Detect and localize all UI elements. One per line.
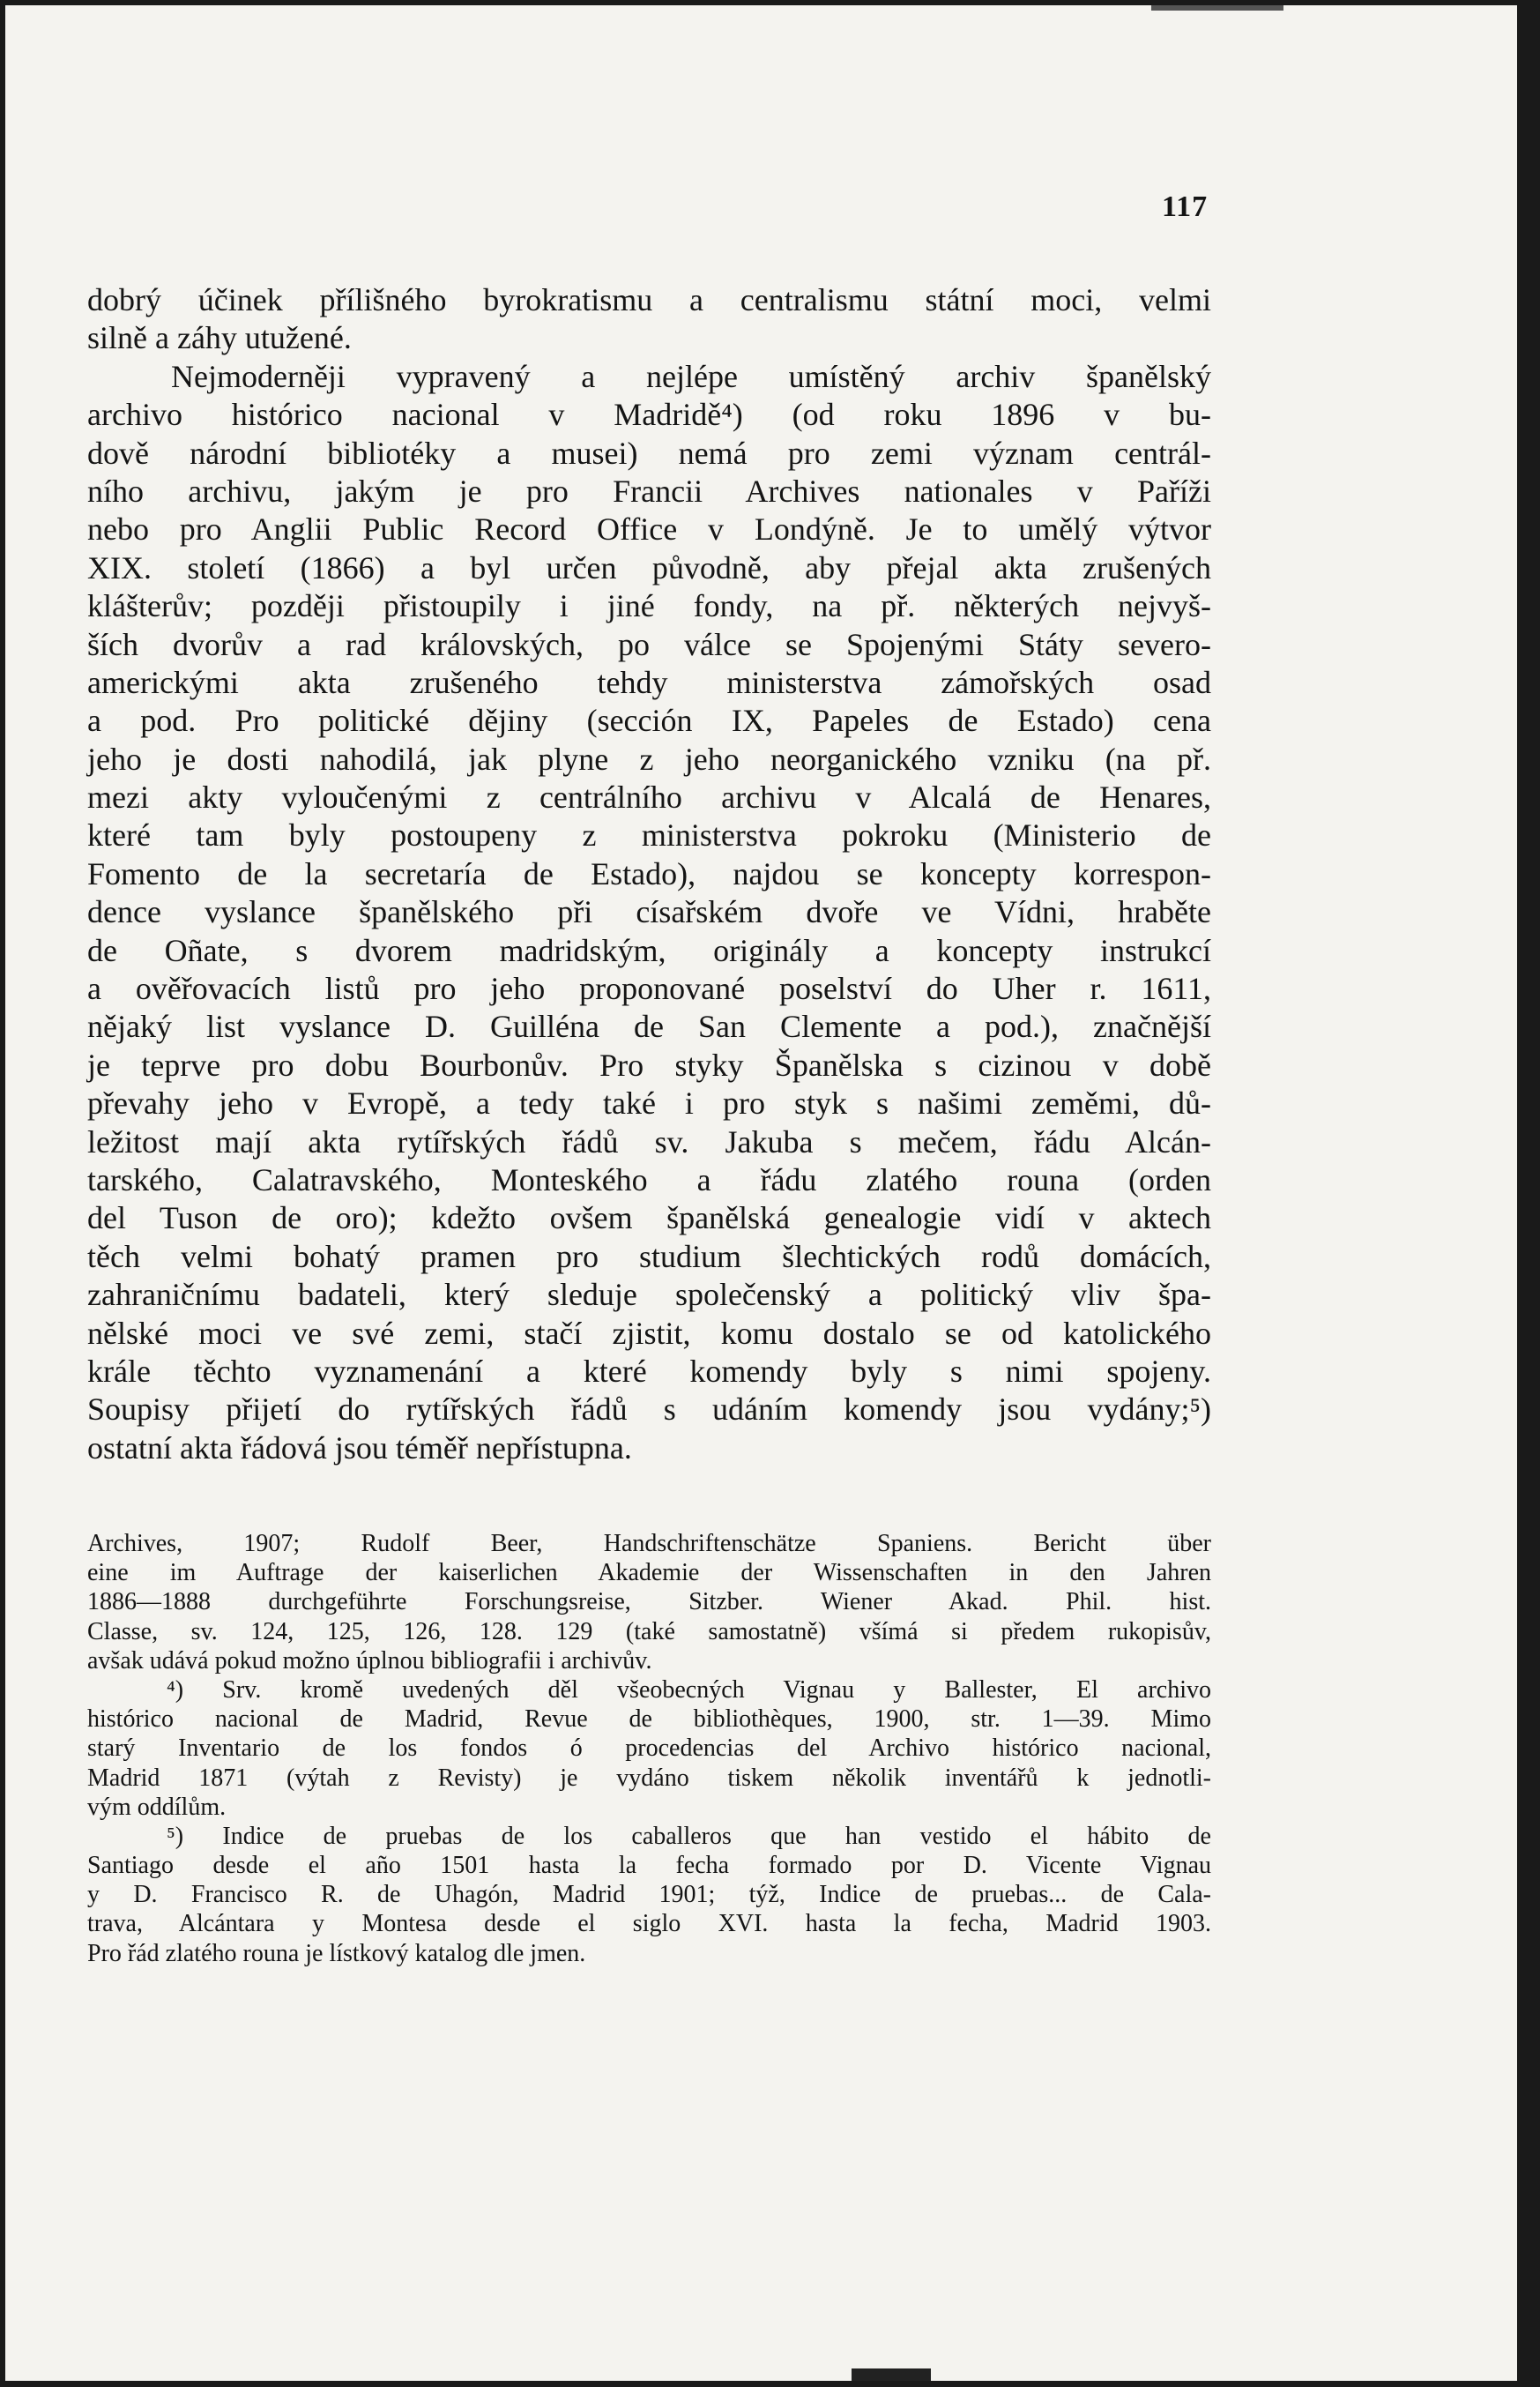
text-line: převahy jeho v Evropě, a tedy také i pro styk s našimi zeměmi, dů- — [87, 1085, 1211, 1122]
footnote-line: avšak udává pokud možno úplnou bibliografii i archivův. — [87, 1646, 652, 1675]
text-line: ního archivu, jakým je pro Francii Archives nationales v Paříži — [87, 473, 1211, 509]
text-line: nělské moci ve své zemi, stačí zjistit, komu dostalo se od katolického — [87, 1315, 1211, 1351]
text-line: ších dvorův a rad královských, po válce se Spojenými Státy severo- — [87, 626, 1211, 662]
text-line: dově národní bibliotéky a musei) nemá pro zemi význam centrál- — [87, 435, 1211, 471]
text-line: dence vyslance španělského při císařském dvoře ve Vídni, hraběte — [87, 894, 1211, 930]
text-line: Nejmoderněji vypravený a nejlépe umístěný archiv španělský — [171, 358, 1211, 394]
footnote-line: eine im Auftrage der kaiserlichen Akademie der Wissenschaften in den Jahren — [87, 1559, 1211, 1587]
text-line: Fomento de la secretaría de Estado), najdou se koncepty korrespon- — [87, 855, 1211, 891]
footnote-line: histórico nacional de Madrid, Revue de bibliothèques, 1900, str. 1—39. Mimo — [87, 1705, 1211, 1734]
main-text — [87, 281, 1211, 1467]
text-line: je teprve pro dobu Bourbonův. Pro styky Španělska s cizinou v době — [87, 1047, 1211, 1083]
text-line: ležitost mají akta rytířských řádů sv. Jakuba s mečem, řádu Alcán- — [87, 1123, 1211, 1160]
text-line: XIX. století (1866) a byl určen původně, aby přejal akta zrušených — [87, 549, 1211, 586]
text-line: krále těchto vyznamenání a které komendy byly s nimi spojeny. — [87, 1353, 1211, 1389]
text-line: nějaký list vyslance D. Guilléna de San Clemente a pod.), značnější — [87, 1009, 1211, 1045]
text-line: a ověřovacích listů pro jeho proponované poselství do Uher r. 1611, — [87, 971, 1211, 1007]
scan-edge-mark — [1151, 5, 1283, 11]
text-line: americkými akta zrušeného tehdy ministerstva zámořských osad — [87, 664, 1211, 700]
footnote-line: Archives, 1907; Rudolf Beer, Handschriftenschätze Spaniens. Bericht über — [87, 1530, 1211, 1557]
footnote-line: Madrid 1871 (výtah z Revisty) je vydáno tiskem několik inventářů k jednotli- — [87, 1764, 1211, 1792]
footnote-line: starý Inventario de los fondos ó procedencias del Archivo histórico nacional, — [87, 1734, 1211, 1763]
text-line: těch velmi bohatý pramen pro studium šlechtických rodů domácích, — [87, 1238, 1211, 1274]
footnote-line: y D. Francisco R. de Uhagón, Madrid 1901; týž, Indice de pruebas... de Cala- — [87, 1881, 1211, 1909]
text-line: dobrý účinek přílišného byrokratismu a centralismu státní moci, velmi — [87, 282, 1211, 317]
footnote-line: Santiago desde el año 1501 hasta la fecha formado por D. Vicente Vignau — [87, 1852, 1211, 1880]
text-line: silně a záhy utužené. — [87, 320, 352, 356]
text-line: archivo histórico nacional v Madridě⁴) (od roku 1896 v bu- — [87, 397, 1211, 433]
scan-edge-mark — [852, 2368, 931, 2381]
footnote-line: ⁴) Srv. kromě uvedených děl všeobecných Vignau y Ballester, El archivo — [167, 1675, 1211, 1704]
footnotes — [87, 1529, 1211, 1968]
text-line: nebo pro Anglii Public Record Office v Londýně. Je to umělý výtvor — [87, 511, 1211, 548]
scanned-page — [5, 5, 1517, 2381]
text-line: ostatní akta řádová jsou téměř nepřístupna. — [87, 1429, 632, 1466]
footnote-line: 1886—1888 durchgeführte Forschungsreise, Sitzber. Wiener Akad. Phil. hist. — [87, 1588, 1211, 1616]
text-line: mezi akty vyloučenými z centrálního archivu v Alcalá de Henares, — [87, 780, 1211, 816]
text-line: del Tuson de oro); kdežto ovšem španělská genealogie vidí v aktech — [87, 1200, 1211, 1236]
text-line: které tam byly postoupeny z ministerstva pokroku (Ministerio de — [87, 817, 1211, 854]
text-line: Soupisy přijetí do rytířských řádů s udáním komendy jsou vydány;⁵) — [87, 1391, 1211, 1428]
text-line: a pod. Pro politické dějiny (sección IX, Papeles de Estado) cena — [87, 703, 1211, 739]
footnote-line: vým oddílům. — [87, 1793, 227, 1821]
text-line: zahraničnímu badateli, který sleduje společenský a politický vliv špa- — [87, 1277, 1211, 1313]
footnote-line: Classe, sv. 124, 125, 126, 128. 129 (také samostatně) všímá si předem rukopisův, — [87, 1617, 1211, 1645]
footnote-line: Pro řád zlatého rouna je lístkový katalog dle jmen. — [87, 1939, 586, 1967]
footnote-line: ⁵) Indice de pruebas de los caballeros que han vestido el hábito de — [167, 1822, 1211, 1850]
text-line: de Oñate, s dvorem madridským, originály a koncepty instrukcí — [87, 932, 1211, 968]
footnote-line: trava, Alcántara y Montesa desde el siglo XVI. hasta la fecha, Madrid 1903. — [87, 1910, 1211, 1938]
text-line: tarského, Calatravského, Monteského a řádu zlatého rouna (orden — [87, 1161, 1211, 1197]
page-number: 117 — [1162, 190, 1209, 223]
text-line: klášterův; později přistoupily i jiné fondy, na př. některých nejvyš- — [87, 588, 1211, 624]
text-line: jeho je dosti nahodilá, jak plyne z jeho neorganického vzniku (na př. — [87, 741, 1211, 777]
